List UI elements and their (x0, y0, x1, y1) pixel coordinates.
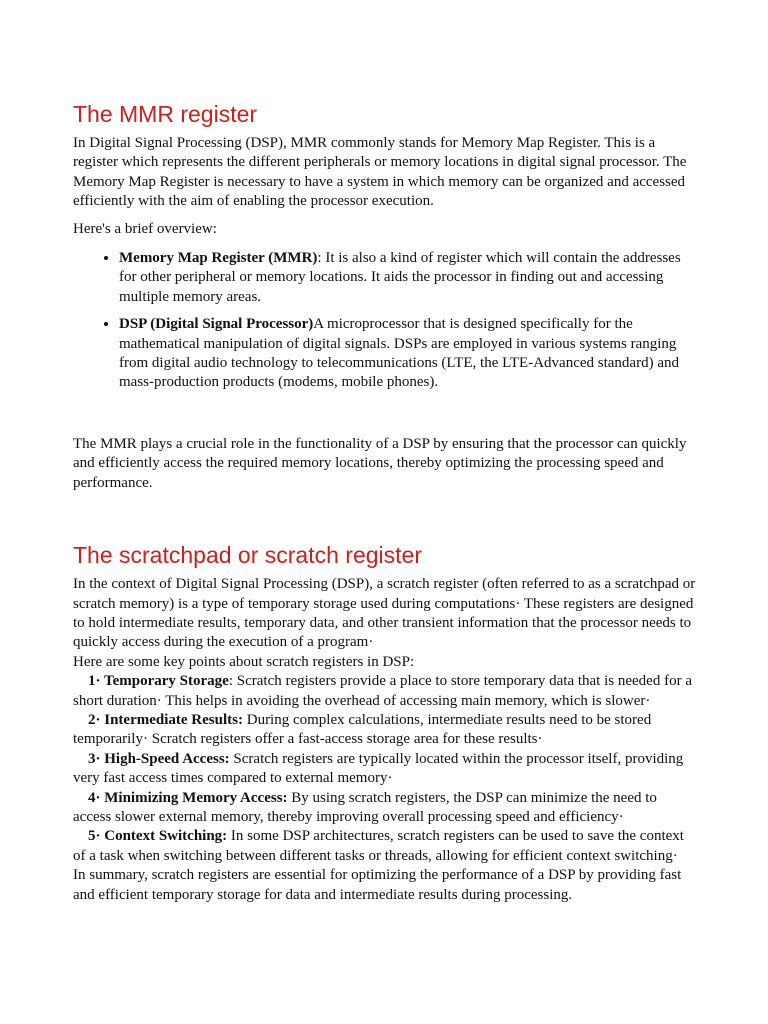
bullet-term: DSP (Digital Signal Processor) (119, 316, 314, 333)
scratch-summary-paragraph: In summary, scratch registers are essential for optimizing the performance of a DSP by providing fast and efficient temporary storage for data and intermediate results during processing. (73, 867, 682, 903)
mmr-bullet-list (73, 249, 698, 393)
key-point (73, 789, 698, 828)
key-point (73, 672, 698, 711)
bullet-term: Memory Map Register (MMR) (119, 250, 318, 267)
key-point-term: 1· Temporary Storage (88, 673, 229, 690)
keypoints-label: Here are some key points about scratch registers in DSP: (73, 653, 415, 670)
key-point (73, 750, 698, 789)
key-point (73, 711, 698, 750)
key-point-text: In some DSP architectures, scratch registers can be used to save the context of a task when switching between different tasks or threads, allowing for efficient context switching· (73, 828, 684, 864)
list-item (119, 315, 698, 393)
section-title-mmr: The MMR register (73, 101, 258, 127)
key-point-term: 5· Context Switching: (88, 828, 228, 845)
section-title-scratch: The scratchpad or scratch register (73, 542, 422, 569)
mmr-intro-paragraph: In Digital Signal Processing (DSP), MMR commonly stands for Memory Map Register. This is a register which represents the different peripherals or memory locations in digital signal processor. The Memory Map Register is necessary to have a system in which memory can be organized and accessed efficiently with the aim of enabling the processor execution. (73, 135, 687, 210)
key-point-text: During complex calculations, intermediate results need to be stored temporarily· Scratch registers offer a fast-access storage area for these results· (73, 711, 652, 748)
spacer (73, 401, 698, 435)
overview-label: Here's a brief overview: (73, 220, 217, 237)
key-point-term: 3· High-Speed Access: (88, 750, 230, 767)
mmr-closing-paragraph: The MMR plays a crucial role in the functionality of a DSP by ensuring that the processor can quickly and efficiently access the required memory locations, thereby optimizing the processing speed and performance. (73, 435, 687, 491)
key-point-text: Scratch registers are typically located within the processor itself, providing very fast access times compared to external memory· (73, 750, 684, 787)
key-point-text: By using scratch registers, the DSP can minimize the need to access slower external memory, thereby improving overall processing speed and efficiency· (73, 789, 657, 825)
bullet-text: A microprocessor that is designed specifically for the mathematical manipulation of digital signals. DSPs are employed in various systems ranging from digital audio technology to telecommunications (LTE, the LTE-Advanced standard) and mass-production products (modems, mobile phones). (119, 316, 679, 391)
bullet-text: : It is also a kind of register which will contain the addresses for other peripheral or memory locations. It aids the processor in finding out and accessing multiple memory areas. (119, 250, 681, 305)
key-point-term: 2· Intermediate Results: (88, 711, 243, 728)
key-point (73, 827, 698, 866)
key-point-term: 4· Minimizing Memory Access: (88, 789, 288, 806)
scratch-intro-paragraph: In the context of Digital Signal Processing (DSP), a scratch register (often referred to as a scratchpad or scratch memory) is a type of temporary storage used during computations· These registers are designed to hold intermediate results, temporary data, and other transient information that the processor needs to quickly access during the execution of a program· (73, 576, 696, 651)
document-page (73, 100, 698, 905)
list-item (119, 249, 698, 307)
key-point-text: : Scratch registers provide a place to store temporary data that is needed for a short duration· This helps in avoiding the overhead of accessing main memory, which is slower· (73, 673, 692, 709)
spacer (73, 493, 698, 541)
